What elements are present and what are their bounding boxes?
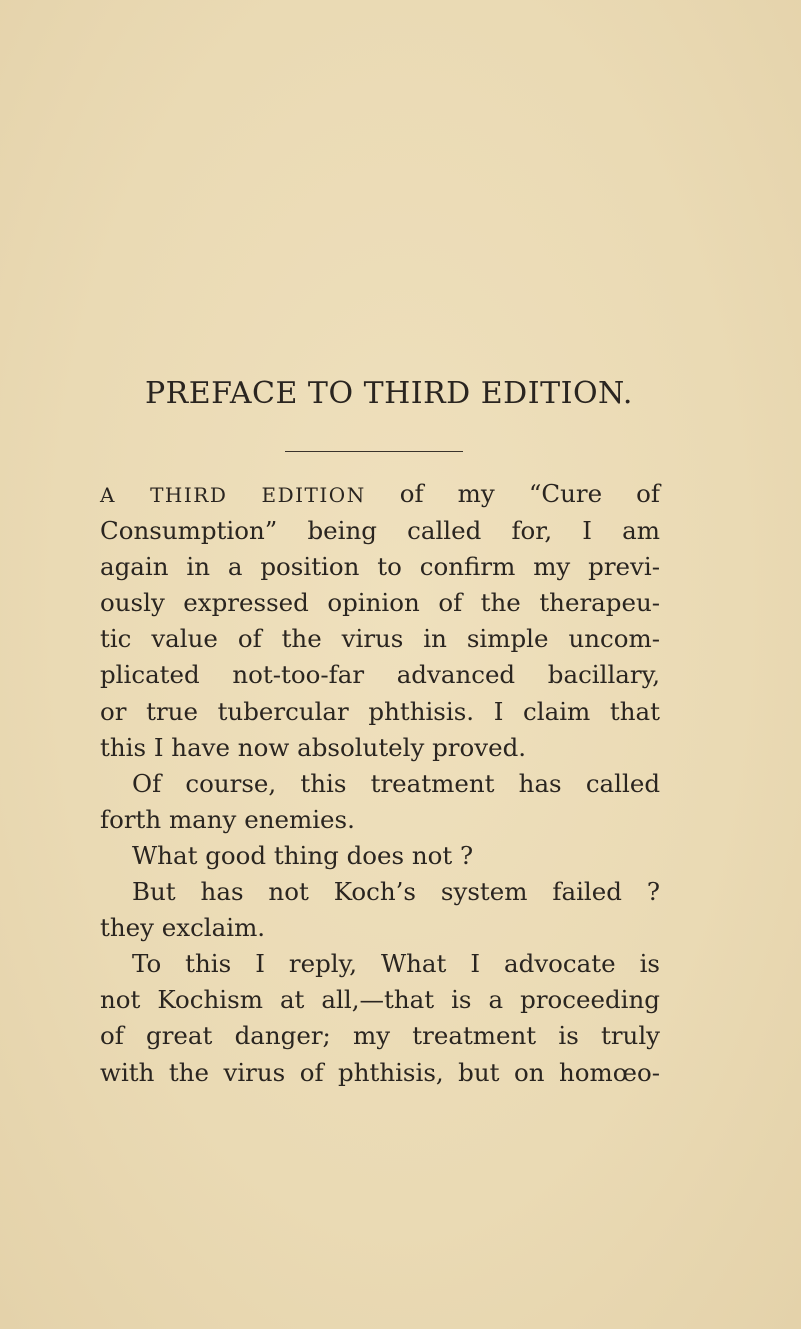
text-line: But has not Koch’s system failed ? <box>132 877 660 907</box>
small-caps-lead: A THIRD EDITION <box>100 483 366 507</box>
text-line: with the virus of phthisis, but on homœo- <box>100 1057 660 1087</box>
text-line: of great danger; my treatment is truly <box>100 1021 660 1051</box>
text-line: this I have now absolutely proved. <box>100 732 527 762</box>
preface-heading: PREFACE TO THIRD EDITION. <box>145 376 633 411</box>
text-line: Of course, this treatment has called <box>132 768 660 798</box>
heading-rule <box>285 451 463 452</box>
text-line: tic value of the virus in simple uncom- <box>100 624 660 654</box>
text-line: again in a position to confirm my previ- <box>100 552 660 582</box>
text-line: What good thing does not ? <box>132 840 474 870</box>
text-line: A THIRD EDITION of my “Cure of <box>100 479 661 508</box>
text-line: ously expressed opinion of the therapeu- <box>100 588 660 618</box>
text-line: Consumption” being called for, I am <box>100 516 660 546</box>
text-line: To this I reply, What I advocate is <box>132 949 660 979</box>
text-line: they exclaim. <box>100 913 266 943</box>
text-line: or true tubercular phthisis. I claim that <box>100 696 660 726</box>
preface-body <box>100 476 660 1091</box>
text-line: plicated not-too-far advanced bacillary, <box>100 660 660 690</box>
text-line: not Kochism at all,—that is a proceeding <box>100 985 660 1015</box>
text-line: forth many enemies. <box>100 804 355 834</box>
